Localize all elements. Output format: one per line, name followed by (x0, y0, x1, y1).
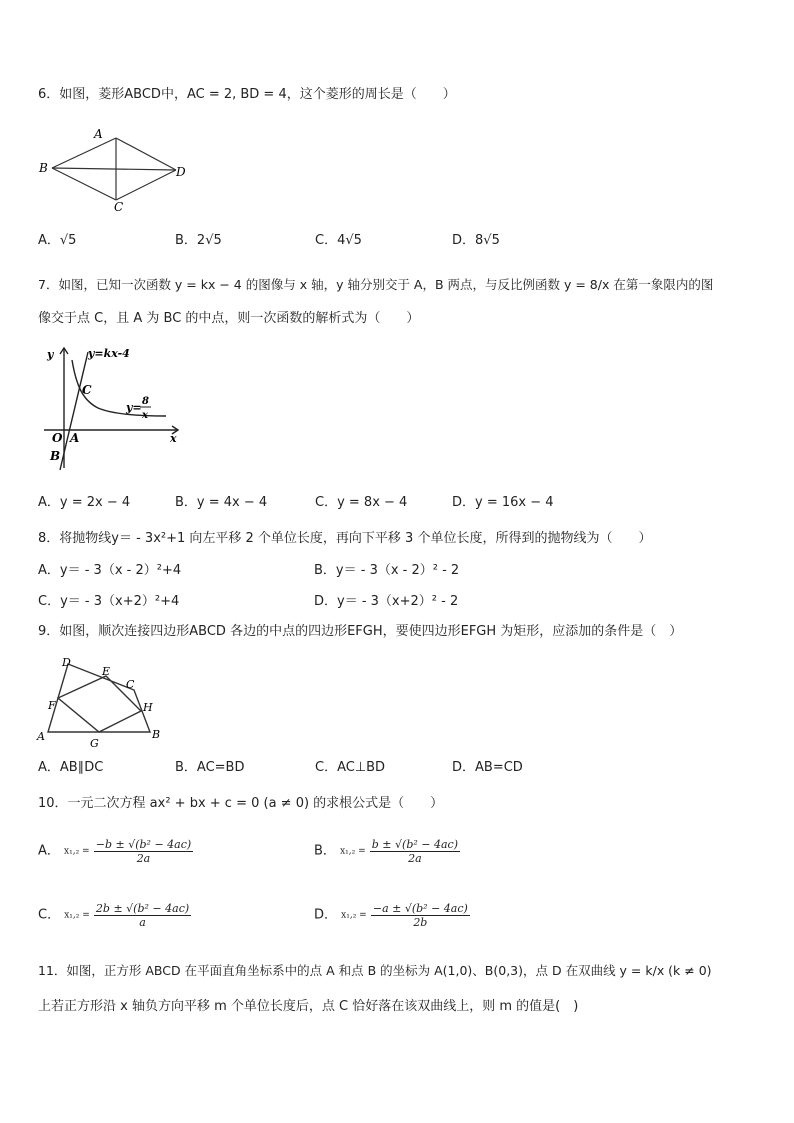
q9-quadrilateral-figure (34, 654, 174, 750)
q6-option-c[interactable]: C．4√5 (315, 233, 362, 248)
q9-label-c: C (126, 678, 135, 691)
q9-label-a: A (37, 730, 45, 743)
q7-option-b[interactable]: B．y = 4x − 4 (175, 495, 268, 510)
q9-stem: 9．如图，顺次连接四边形ABCD 各边的中点的四边形EFGH，要使四边形EFGH 为矩形，应添加的条件是（ ） (38, 624, 683, 639)
q7-stem-line2: 像交于点 C，且 A 为 BC 的中点，则一次函数的解析式为（ ） (38, 311, 420, 326)
q7-option-a[interactable]: A．y = 2x − 4 (38, 495, 131, 510)
q9-label-b: B (152, 728, 161, 741)
q9-label-e: E (102, 665, 111, 678)
q7-label-line: y=kx-4 (88, 347, 130, 360)
q10-option-b[interactable]: B． x₁,₂ = $\frac{\text{b ± √(b² − 4ac)}}{2a}$ (314, 838, 458, 865)
q7-option-d[interactable]: D．y = 16x − 4 (452, 495, 554, 510)
q10-stem: 10．一元二次方程 ax² + bx + c = 0 (a ≠ 0) 的求根公式是（ ） (38, 796, 444, 811)
q6-label-b: B (39, 161, 48, 175)
q9-option-a[interactable]: A．AB∥DC (38, 760, 104, 775)
q7-label-x-axis: x (170, 432, 177, 445)
q8-option-b[interactable]: B．y＝ - 3（x - 2）² - 2 (314, 563, 460, 578)
q8-option-c[interactable]: C．y＝ - 3（x+2）²+4 (38, 594, 180, 609)
q8-stem: 8．将抛物线y＝ - 3x²+1 向左平移 2 个单位长度，再向下平移 3 个单位长度，所得到的抛物线为（ ） (38, 531, 652, 546)
q6-label-c: C (114, 200, 124, 214)
q7-label-a: A (70, 431, 80, 445)
q6-label-d: D (176, 165, 186, 179)
q7-stem-line1: 7．如图，已知一次函数 y = kx − 4 的图像与 x 轴，y 轴分别交于 A，B 两点，与反比例函数 y = 8/x 在第一象限内的图 (38, 277, 714, 292)
q9-label-f: F (48, 699, 56, 712)
q9-label-h: H (143, 701, 153, 714)
q9-option-c[interactable]: C．AC⊥BD (315, 760, 386, 775)
q9-option-b[interactable]: B．AC=BD (175, 760, 245, 775)
q11-stem-line1: 11．如图，正方形 ABCD 在平面直角坐标系中的点 A 和点 B 的坐标为 A(1,0)、B(0,3)，点 D 在双曲线 y = k/x (k ≠ 0) (38, 963, 712, 978)
q6-rhombus-figure (36, 124, 196, 216)
q10-option-a[interactable]: A． x₁,₂ = $\frac{\text{−b ± √(b² − 4ac)}}{2a}$ (38, 838, 192, 865)
q7-option-c[interactable]: C．y = 8x − 4 (315, 495, 408, 510)
q8-option-d[interactable]: D．y＝ - 3（x+2）² - 2 (314, 594, 459, 609)
q7-graph-figure (38, 344, 188, 474)
q7-label-c: C (82, 383, 92, 397)
q6-option-d[interactable]: D．8√5 (452, 233, 500, 248)
q7-label-curve-den: x (142, 410, 148, 421)
q9-label-d: D (62, 656, 71, 669)
q7-label-o: O (52, 431, 63, 445)
q7-label-curve-y: y= (126, 401, 142, 414)
q8-option-a[interactable]: A．y＝ - 3（x - 2）²+4 (38, 563, 182, 578)
q6-option-b[interactable]: B．2√5 (175, 233, 222, 248)
q9-label-g: G (90, 737, 99, 750)
q6-stem: 6．如图，菱形ABCD中，AC = 2, BD = 4，这个菱形的周长是（ ） (38, 87, 456, 102)
q6-option-a[interactable]: A．√5 (38, 233, 77, 248)
q10-option-c[interactable]: C． x₁,₂ = $\frac{\text{2b ± √(b² − 4ac)}}{a}$ (38, 902, 190, 929)
q7-label-y-axis: y (47, 348, 54, 361)
q9-option-d[interactable]: D．AB=CD (452, 760, 523, 775)
q11-stem-line2: 上若正方形沿 x 轴负方向平移 m 个单位长度后，点 C 恰好落在该双曲线上，则 m 的值是( ) (38, 999, 579, 1014)
q6-label-a: A (94, 127, 103, 141)
q7-label-b: B (50, 449, 61, 463)
q7-label-curve-num: 8 (142, 396, 149, 407)
q10-option-d[interactable]: D． x₁,₂ = $\frac{\text{−a ± √(b² − 4ac)}}{2b}$ (314, 902, 468, 929)
